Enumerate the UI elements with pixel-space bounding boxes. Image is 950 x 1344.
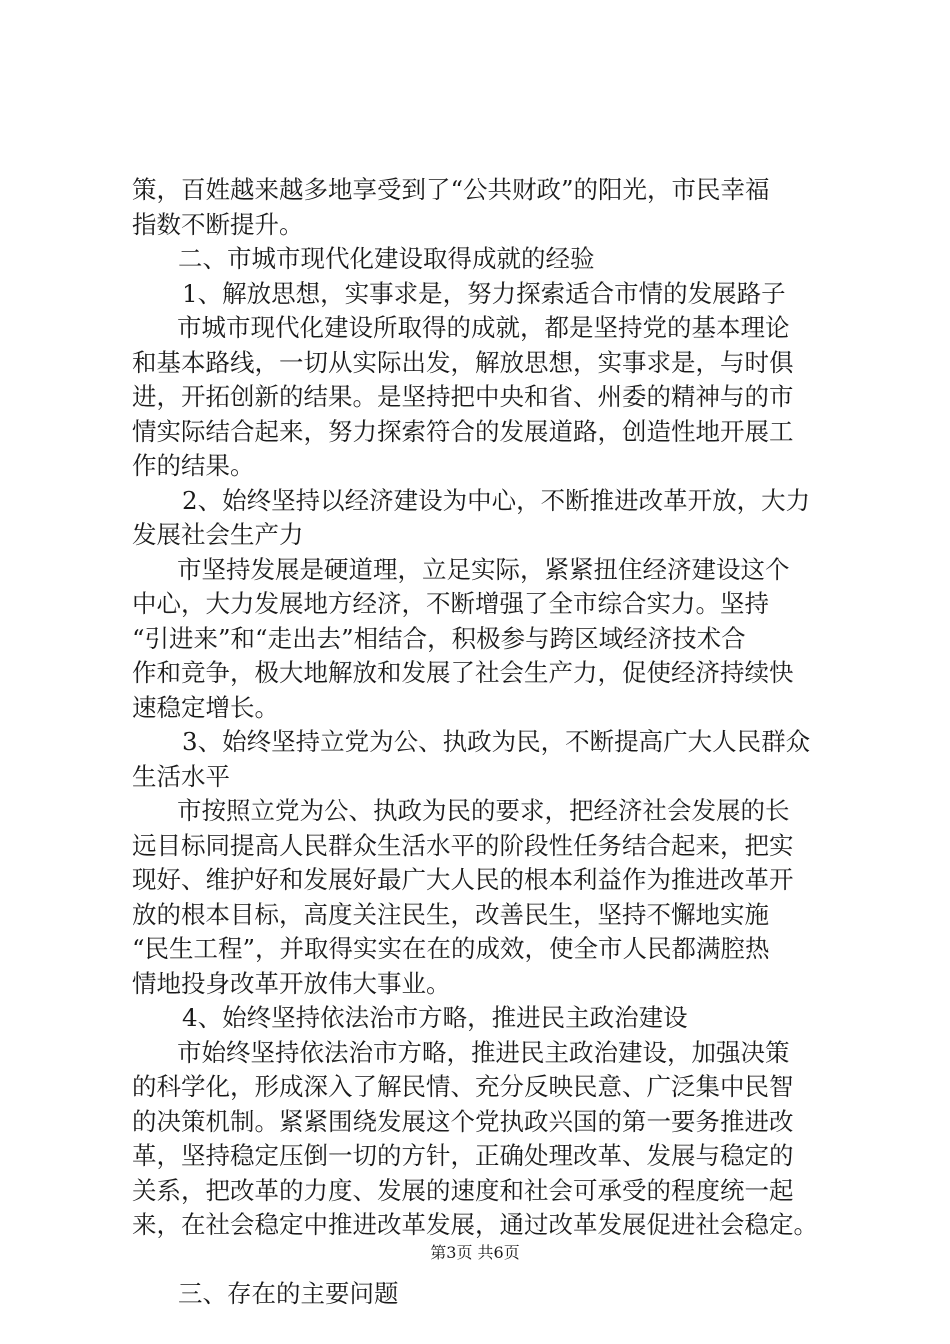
- paragraph-line: 市城市现代化建设所取得的成就，都是坚持党的基本理论: [177, 313, 790, 342]
- paragraph-line: 来，在社会稳定中推进改革发展，通过改革发展促进社会稳定。: [132, 1210, 818, 1239]
- paragraph-line: 的决策机制。紧紧围绕发展这个党执政兴国的第一要务推进改: [132, 1106, 794, 1136]
- subsection-heading: 生活水平: [132, 761, 230, 791]
- paragraph-line: 速稳定增长。: [132, 692, 279, 722]
- paragraph-line: “民生工程”，并取得实实在在的成效，使全市人民都满腔热: [132, 934, 770, 963]
- paragraph-line: 和基本路线，一切从实际出发，解放思想，实事求是，与时俱: [132, 347, 794, 377]
- page-number-footer: 第3页 共6页: [430, 1243, 520, 1262]
- subsection-heading: 3、始终坚持立党为公、执政为民，不断提高广大人民群众: [182, 727, 811, 756]
- paragraph-line: 远目标同提高人民群众生活水平的阶段性任务结合起来，把实: [132, 830, 794, 860]
- paragraph-line: 指数不断提升。: [132, 209, 304, 239]
- subsection-heading: 4、始终坚持依法治市方略，推进民主政治建设: [182, 1003, 688, 1032]
- subsection-heading: 发展社会生产力: [132, 520, 304, 549]
- subsection-heading: 2、始终坚持以经济建设为中心，不断推进改革开放，大力: [182, 485, 811, 515]
- paragraph-line: 革，坚持稳定压倒一切的方针，正确处理改革、发展与稳定的: [132, 1141, 794, 1170]
- paragraph-line: 现好、维护好和发展好最广大人民的根本利益作为推进改革开: [132, 865, 794, 894]
- paragraph-line: 进，开拓创新的结果。是坚持把中央和省、州委的精神与的市: [132, 382, 794, 411]
- paragraph-line: 关系，把改革的力度、发展的速度和社会可承受的程度统一起: [132, 1175, 794, 1205]
- paragraph-line: 作的结果。: [132, 451, 255, 480]
- paragraph-line: 市坚持发展是硬道理，立足实际，紧紧扭住经济建设这个: [177, 554, 790, 584]
- paragraph-line: 放的根本目标，高度关注民生，改善民生，坚持不懈地实施: [132, 899, 769, 929]
- paragraph-line: 市按照立党为公、执政为民的要求，把经济社会发展的长: [177, 796, 790, 825]
- paragraph-line: 的科学化，形成深入了解民情、充分反映民意、广泛集中民智: [132, 1072, 794, 1101]
- paragraph-line: 市始终坚持依法治市方略，推进民主政治建设，加强决策: [177, 1037, 790, 1067]
- document-body: [132, 173, 832, 1311]
- paragraph-line: 中心，大力发展地方经济，不断增强了全市综合实力。坚持: [132, 589, 769, 618]
- paragraph-line: 情地投身改革开放伟大事业。: [132, 968, 451, 998]
- paragraph-line: 作和竞争，极大地解放和发展了社会生产力，促使经济持续快: [132, 658, 794, 687]
- subsection-heading: 1、解放思想，实事求是，努力探索适合市情的发展路子: [182, 278, 786, 308]
- paragraph-line: 策，百姓越来越多地享受到了“公共财政”的阳光，市民幸福: [132, 175, 770, 204]
- section-heading: 二、市城市现代化建设取得成就的经验: [178, 244, 595, 273]
- paragraph-line: “引进来”和“走出去”相结合，积极参与跨区域经济技术合: [132, 623, 746, 653]
- paragraph-line: 情实际结合起来，努力探索符合的发展道路，创造性地开展工: [132, 416, 794, 446]
- section-heading: 三、存在的主要问题: [178, 1278, 399, 1308]
